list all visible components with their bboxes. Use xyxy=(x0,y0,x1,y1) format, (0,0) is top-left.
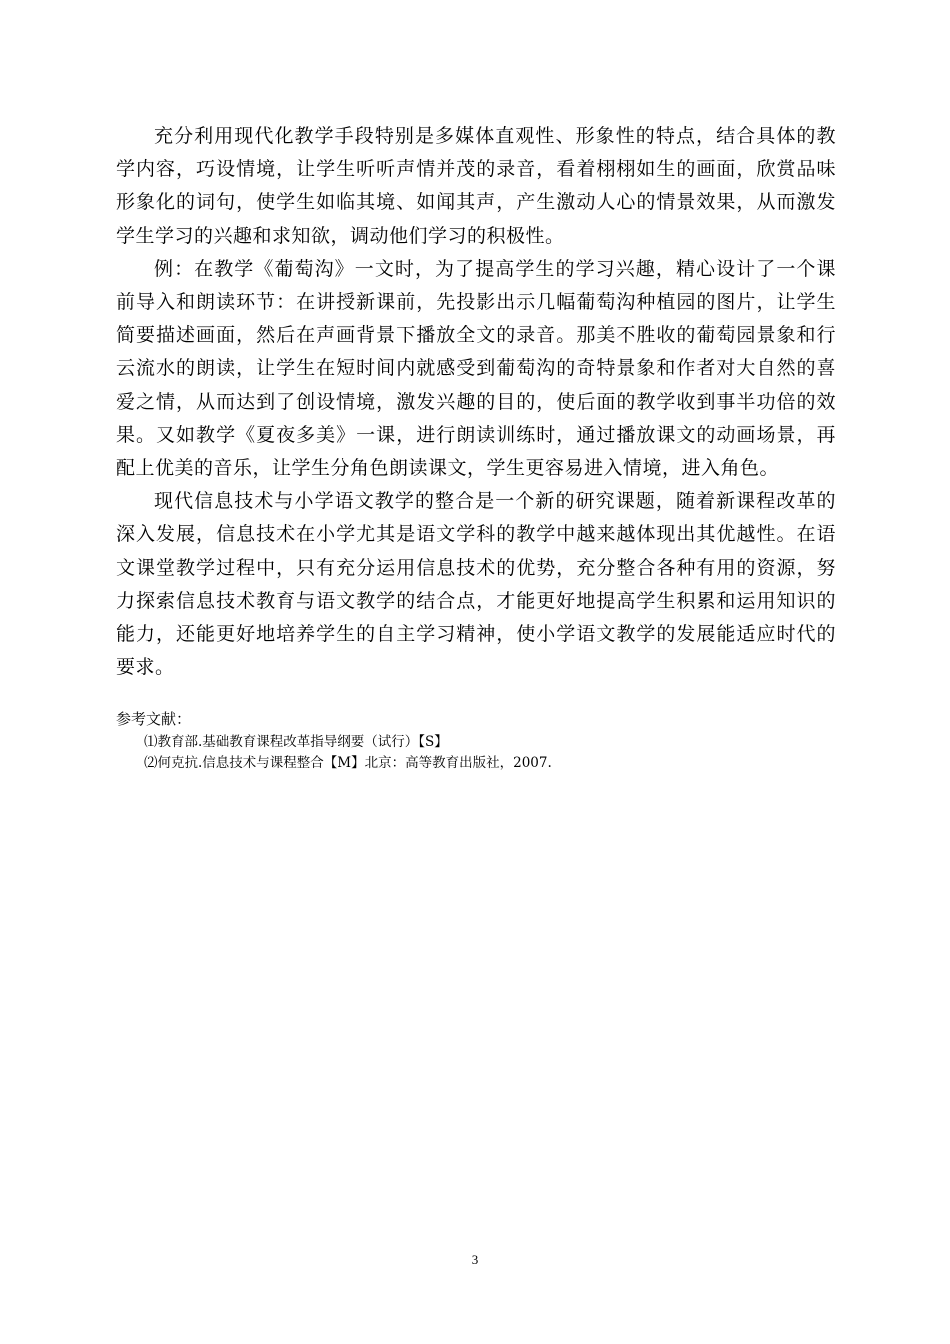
references-section xyxy=(116,708,836,774)
references-title: 参考文献： xyxy=(116,710,192,729)
body-paragraph-1: 充分利用现代化教学手段特别是多媒体直观性、形象性的特点，结合具体的教学内容，巧设情境，让学生听听声情并茂的录音，看着栩栩如生的画面，欣赏品味形象化的词句，使学生如临其境、如闻其声，产生激动人心的情景效果，从而激发学生学习的兴趣和求知欲，调动他们学习的积极性。 xyxy=(116,125,836,247)
reference-item-1: ⑴教育部.基础教育课程改革指导纲要（试行）【S】 xyxy=(144,734,448,751)
reference-item-2: ⑵何克抗.信息技术与课程整合【M】北京：高等教育出版社，2007. xyxy=(144,755,552,772)
body-paragraph-2: 例：在教学《葡萄沟》一文时，为了提高学生的学习兴趣，精心设计了一个课前导入和朗读环节：在讲授新课前，先投影出示几幅葡萄沟种植园的图片，让学生简要描述画面，然后在声画背景下播放全文的录音。那美不胜收的葡萄园景象和行云流水的朗读，让学生在短时间内就感受到葡萄沟的奇特景象和作者对大自然的喜爱之情，从而达到了创设情境，激发兴趣的目的，使后面的教学收到事半功倍的效果。又如教学《夏夜多美》一课，进行朗读训练时，通过播放课文的动画场景，再配上优美的音乐，让学生分角色朗读课文，学生更容易进入情境，进入角色。 xyxy=(116,257,836,480)
page-content xyxy=(116,120,836,774)
body-paragraph-3: 现代信息技术与小学语文教学的整合是一个新的研究课题，随着新课程改革的深入发展，信息技术在小学尤其是语文学科的教学中越来越体现出其优越性。在语文课堂教学过程中，只有充分运用信息技术的优势，充分整合各种有用的资源，努力探索信息技术教育与语文教学的结合点，才能更好地提高学生积累和运用知识的能力，还能更好地培养学生的自主学习精神，使小学语文教学的发展能适应时代的要求。 xyxy=(116,490,836,679)
page-number: 3 xyxy=(471,1252,479,1267)
